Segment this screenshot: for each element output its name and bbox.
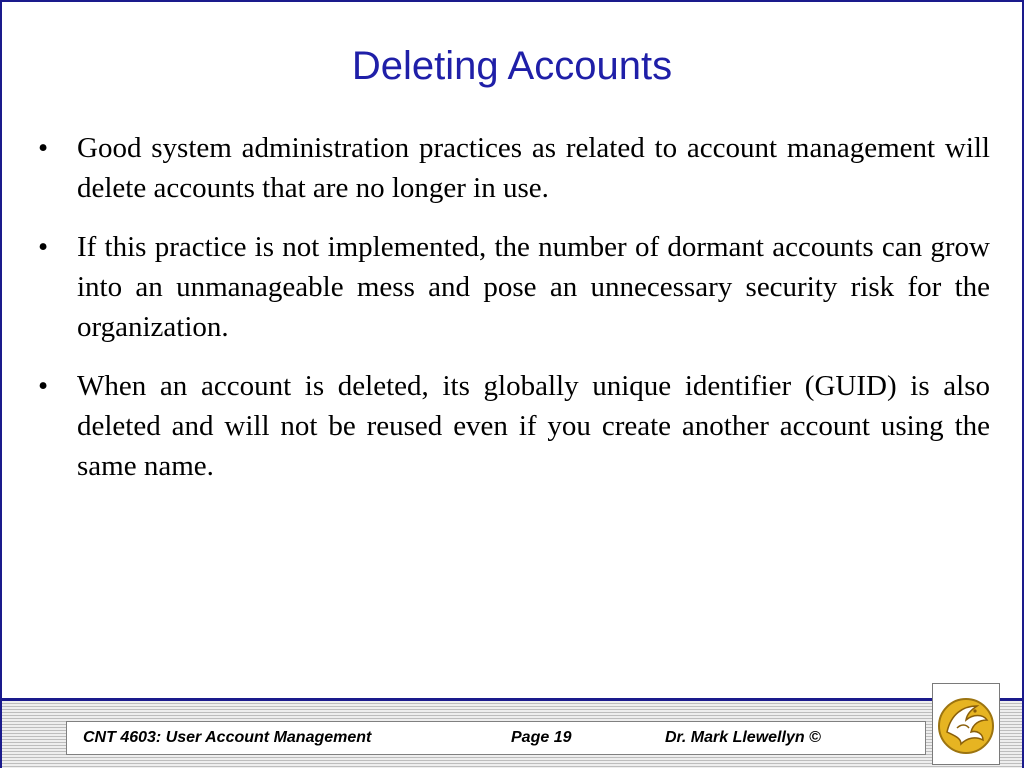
bullet-text: When an account is deleted, its globally unique identifier (GUID) is also deleted and will not be reused even if you create another account using the same name. [77, 370, 990, 482]
bullet-text: Good system administration practices as related to account management will delete accounts that are no longer in use. [77, 132, 990, 204]
pegasus-logo-icon [932, 683, 1000, 765]
bullet-item [38, 366, 990, 486]
footer-bar [66, 721, 926, 755]
bullet-item [38, 128, 990, 208]
footer-course: CNT 4603: User Account Management [83, 729, 372, 746]
bullet-list [38, 128, 990, 505]
bullet-item [38, 227, 990, 347]
slide-title: Deleting Accounts [351, 44, 673, 88]
bullet-symbol: • [38, 132, 49, 164]
bullet-text: If this practice is not implemented, the number of dormant accounts can grow into an unmanageable mess and pose an unnecessary security risk for the organization. [77, 231, 990, 343]
bullet-symbol: • [38, 231, 49, 263]
footer-page-number: Page 19 [511, 729, 572, 746]
logo-graphic [933, 684, 999, 764]
footer-author: Dr. Mark Llewellyn © [665, 729, 821, 746]
bullet-symbol: • [38, 370, 49, 402]
footer [2, 698, 1022, 768]
